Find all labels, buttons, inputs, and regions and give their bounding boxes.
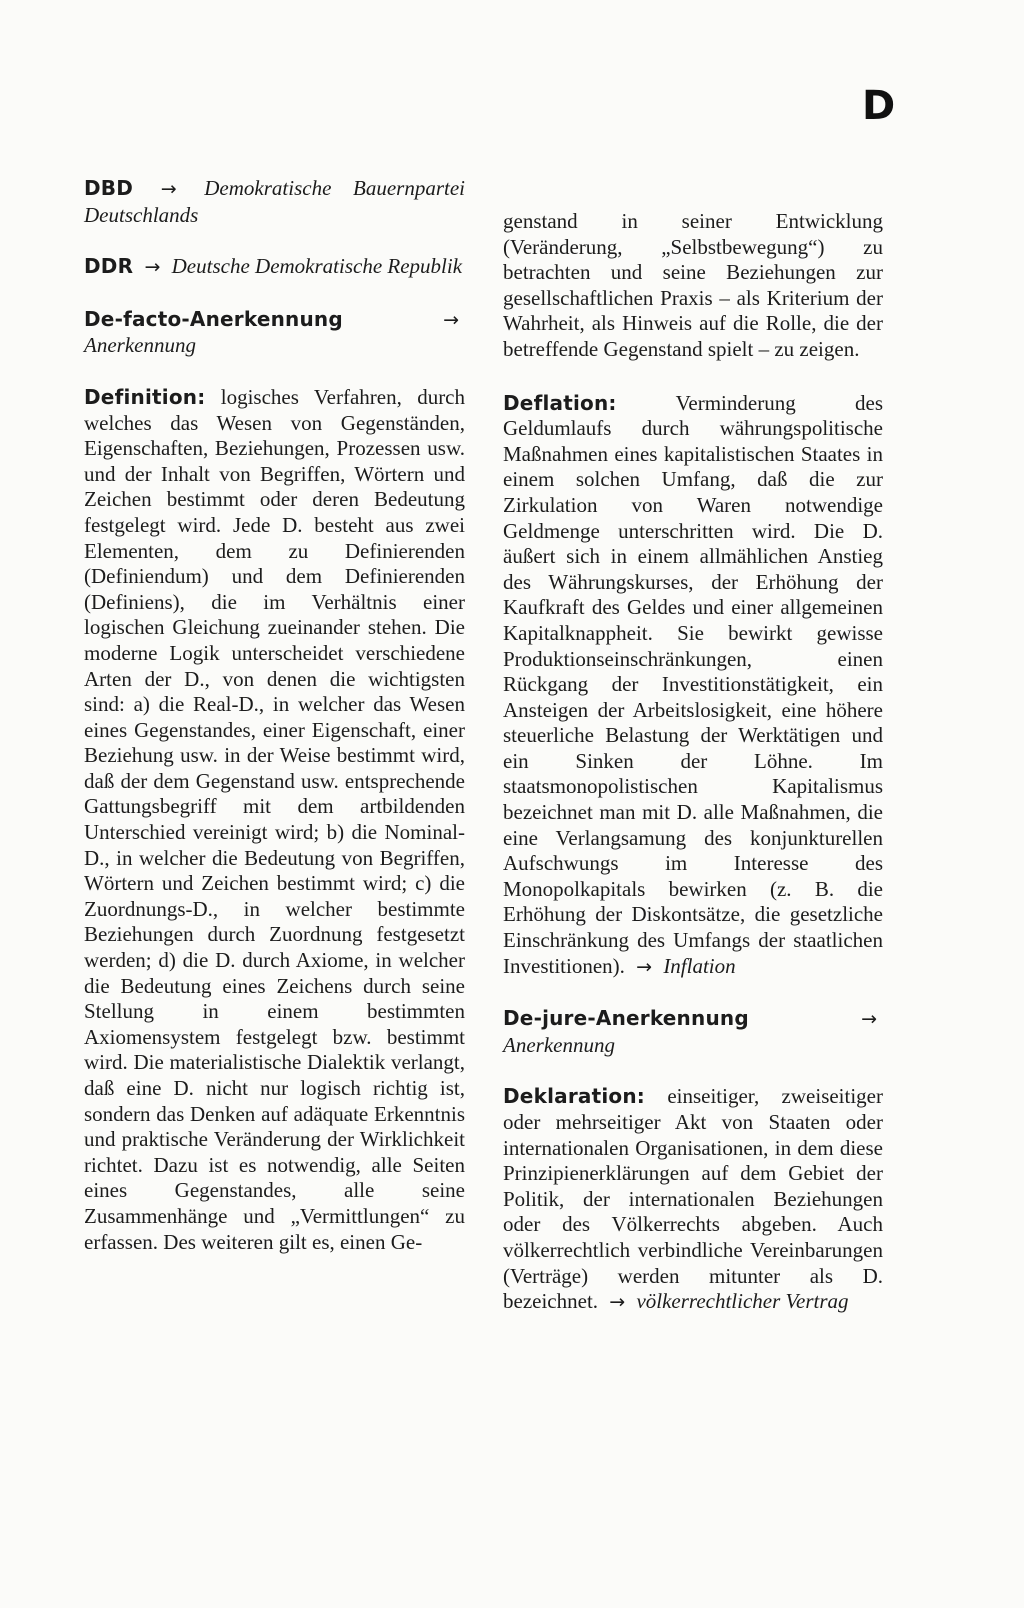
right-column — [503, 188, 883, 1342]
entry-text: Verminderung des Geldumlaufs durch währungspolitische Maßnahmen eines kapitalistischen Staates in einem solchen Umfang, daß die zur Zirkulation von Waren notwendige Geldmenge unterschritten wird. Die D. äußert sich in einem allmählichen Anstieg des Währungskurses, der Erhöhung der Kaufkraft des Geldes und einer allgemeinen Kapitalknappheit. Sie bewirkt gewisse Produktionseinschränkungen, einen Rückgang der Investitionstätigkeit, ein Ansteigen der Arbeitslosigkeit, eine höhere steuerliche Belastung der Werktätigen und ein Sinken der Löhne. Im staatsmonopolistischen Kapitalismus bezeichnet man mit D. alle Maßnahmen, die eine Verlangsamung des konjunkturellen Aufschwungs im Interesse des Monopolkapitals bewirken (z. B. die Erhöhung der Diskontsätze, die gesetzliche Einschränkung des Umfangs der staatlichen Investitionen). — [503, 390, 883, 978]
entry-dbd — [84, 176, 465, 228]
entry-ddr — [84, 254, 465, 281]
entry-de-jure-anerkennung — [503, 1006, 883, 1058]
arrow-icon: → — [861, 1008, 877, 1031]
arrow-icon: → — [443, 308, 459, 331]
entry-text: logisches Verfahren, durch welches das Wesen von Gegenständen, Eigenschaften, Beziehungen, Prozessen usw. und der Inhalt von Begriffen, Wörtern und Zeichen bestimmt oder deren Bedeutung festgelegt wird. Jede D. besteht aus zwei Elementen, dem zu Definierenden (Definiendum) und dem Definierenden (Definiens), die im Verhältnis einer logischen Gleichung zueinander stehen. Die moderne Logik unterscheidet verschiedene Arten der D., von denen die wichtigsten sind: a) die Real-D., in welcher das Wesen eines Gegenstandes, einer Eigenschaft, einer Beziehung usw. in der Weise bestimmt wird, daß der dem Gegenstand usw. entsprechende Gattungsbegriff mit dem artbildenden Unterschied vereinigt wird; b) die Nominal-D., in welcher die Bedeutung von Begriffen, Wörtern und Zeichen bestimmt wird; c) die Zuordnungs-D., in welcher bestimmte Beziehungen durch Zuordnung festgesetzt werden; d) die D. durch Axiome, in welcher die Bedeutung eines Zeichens durch seine Stellung in einem bestimmten Axiomensystem festgelegt bzw. bestimmt wird. Die materialistische Dialektik verlangt, daß eine D. nicht nur logisch richtig ist, sondern das Denken auf adäquate Erkenntnis und praktische Veränderung der Wirklichkeit richtet. Dazu ist es notwendig, alle Seiten eines Gegenstandes, alle seine Zusammenhänge und „Vermittlungen“ zu erfassen. Des weiteren gilt es, einen Ge- — [84, 384, 466, 1254]
entry-term: Deklaration: — [503, 1084, 645, 1109]
section-letter: D — [862, 83, 896, 129]
entry-definition — [84, 385, 465, 1255]
entry-term: DDR — [84, 254, 134, 279]
entry-term: De-facto-Anerkennung — [84, 306, 343, 331]
cross-reference: Inflation — [663, 953, 736, 978]
arrow-icon: → — [636, 955, 653, 978]
entry-deflation — [503, 391, 883, 981]
entry-term: Definition: — [84, 384, 206, 409]
arrow-icon: → — [144, 256, 161, 279]
arrow-icon: → — [609, 1291, 626, 1314]
cross-reference: Anerkennung — [503, 1032, 615, 1057]
cross-reference: Demokratische Bauernpartei Deutschlands — [84, 176, 466, 227]
continuation-text: genstand in seiner Entwicklung (Veränderung, „Selbstbewegung“) zu betrachten und seine Beziehungen zur gesellschaftlichen Praxis – als Kriterium der Wahrheit, als Hinweis auf die Rolle, die der betreffende Gegenstand spielt – zu zeigen. — [503, 209, 883, 361]
arrow-icon: → — [160, 178, 177, 200]
cross-reference: völkerrechtlicher Vertrag — [636, 1289, 849, 1314]
entry-deklaration — [503, 1084, 883, 1315]
entry-term: De-jure-Anerkennung — [503, 1006, 749, 1031]
entry-term: Deflation: — [503, 390, 617, 415]
left-column — [84, 176, 465, 1281]
cross-reference: Anerkennung — [84, 333, 196, 358]
cross-reference: Deutsche Demokratische Republik — [171, 254, 463, 279]
entry-term: DBD — [84, 176, 134, 200]
entry-de-facto-anerkennung — [84, 307, 465, 359]
entry-text: einseitiger, zweiseitiger oder mehrseitiger Akt von Staaten oder internationalen Organisationen, in dem diese Prinzipienerklärungen auf dem Gebiet der Politik, der internationalen Beziehungen oder des Völkerrechts abgeben. Auch völkerrechtlich verbindliche Vereinbarungen (Verträge) werden mitunter als D. bezeichnet. — [503, 1084, 883, 1314]
